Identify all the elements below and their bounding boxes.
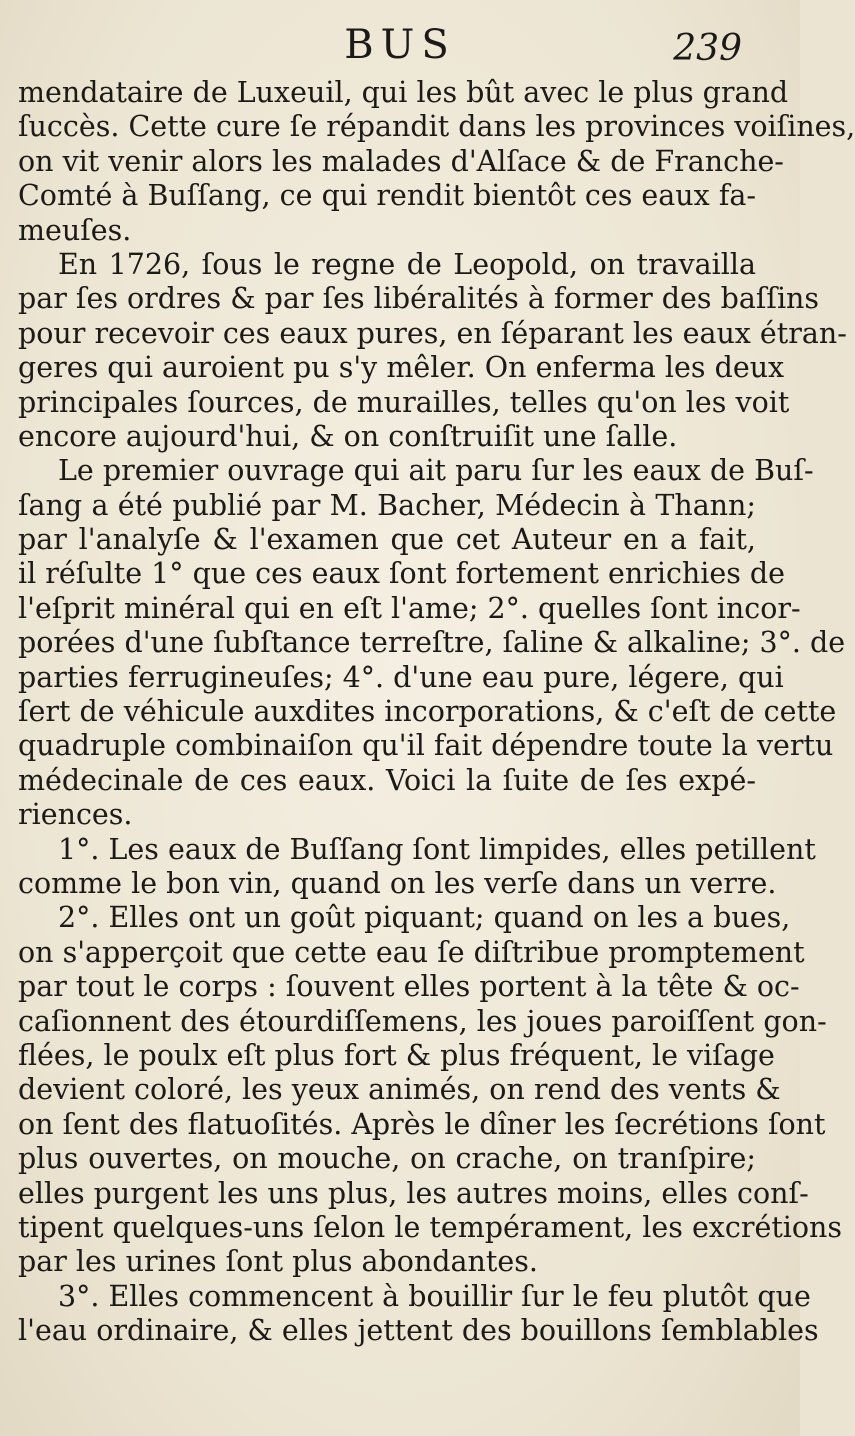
text-line: flées, le poulx eſt plus fort & plus fréquent, le viſage <box>18 1038 775 1072</box>
text-line: caſionnent des étourdiſſemens, les joues paroiſſent gon- <box>18 1004 827 1038</box>
text-line: geres qui auroient pu s'y mêler. On enferma les deux <box>18 351 785 385</box>
text-line: par tout le corps : ſouvent elles portent à la tête & oc- <box>18 970 800 1004</box>
text-line: encore aujourd'hui, & on conſtruiſit une ſalle. <box>18 419 678 453</box>
text-line: ſuccès. Cette cure ſe répandit dans les provinces voiſines, <box>18 110 855 144</box>
page-header <box>0 22 800 82</box>
paragraph <box>18 454 846 832</box>
text-line: Comté à Buſſang, ce qui rendit bientôt ces eaux fa- <box>18 179 756 213</box>
page-number: 239 <box>673 28 742 69</box>
text-line: par les urines ſont plus abondantes. <box>18 1245 538 1279</box>
text-line: parties ferrugineuſes; 4°. d'une eau pure, légere, qui <box>18 660 784 694</box>
paragraph <box>18 247 847 454</box>
paragraph <box>18 1279 819 1349</box>
text-line: devient coloré, les yeux animés, on rend des vents & <box>18 1073 781 1107</box>
text-line: Le premier ouvrage qui ait paru ſur les eaux de Buſ- <box>58 454 814 488</box>
text-line: 3°. Elles commencent à bouillir ſur le feu plutôt que <box>58 1279 811 1313</box>
running-head: BUS <box>344 22 456 68</box>
paragraph <box>18 901 843 1279</box>
text-line: elles purgent les uns plus, les autres moins, elles conſ- <box>18 1176 809 1210</box>
text-line: quadruple combinaiſon qu'il fait dépendre toute la vertu <box>18 729 834 763</box>
paragraph <box>18 76 855 248</box>
text-line: on ſent des flatuoſités. Après le dîner les ſecrétions ſont <box>18 1107 826 1141</box>
text-line: on s'apperçoit que cette eau ſe diſtribue promptement <box>18 935 805 969</box>
text-line: on vit venir alors les malades d'Alſace & de Franche- <box>18 144 784 178</box>
text-line: ſang a été publié par M. Bacher, Médecin à Thann; <box>18 488 756 522</box>
text-line: l'eſprit minéral qui en eſt l'ame; 2°. quelles ſont incor- <box>18 591 801 625</box>
text-line: 1°. Les eaux de Buſſang ſont limpides, elles petillent <box>58 832 816 866</box>
text-line: plus ouvertes, on mouche, on crache, on tranſpire; <box>18 1142 756 1176</box>
text-line: l'eau ordinaire, & elles jettent des bouillons ſemblables <box>18 1314 819 1348</box>
text-line: ſert de véhicule auxdites incorporations, & c'eſt de cette <box>18 695 837 729</box>
text-line: mendataire de Luxeuil, qui les bût avec le plus grand <box>18 76 789 109</box>
text-line: riences. <box>18 798 133 832</box>
text-line: meuſes. <box>18 213 132 247</box>
text-line: médecinale de ces eaux. Voici la ſuite de ſes expé- <box>18 763 756 797</box>
text-line: principales ſources, de murailles, telles qu'on les voit <box>18 385 790 419</box>
text-line: comme le bon vin, quand on les verſe dans un verre. <box>18 866 777 900</box>
text-line: pour recevoir ces eaux pures, en ſéparant les eaux étran- <box>18 316 847 350</box>
text-line: 2°. Elles ont un goût piquant; quand on les a bues, <box>58 901 791 935</box>
text-line: porées d'une ſubſtance terreſtre, ſaline & alkaline; 3°. de <box>18 626 846 660</box>
text-line: par l'analyſe & l'examen que cet Auteur en a fait, <box>18 523 756 557</box>
text-line: tipent quelques-uns ſelon le tempérament, les excrétions <box>18 1210 843 1244</box>
text-line: En 1726, ſous le regne de Leopold, on travailla <box>58 247 756 281</box>
text-line: il réſulte 1° que ces eaux ſont fortement enrichies de <box>18 557 786 591</box>
paragraph <box>18 832 816 902</box>
text-line: par ſes ordres & par ſes libéralités à former des baſſins <box>18 282 820 316</box>
text-body <box>18 76 855 1348</box>
